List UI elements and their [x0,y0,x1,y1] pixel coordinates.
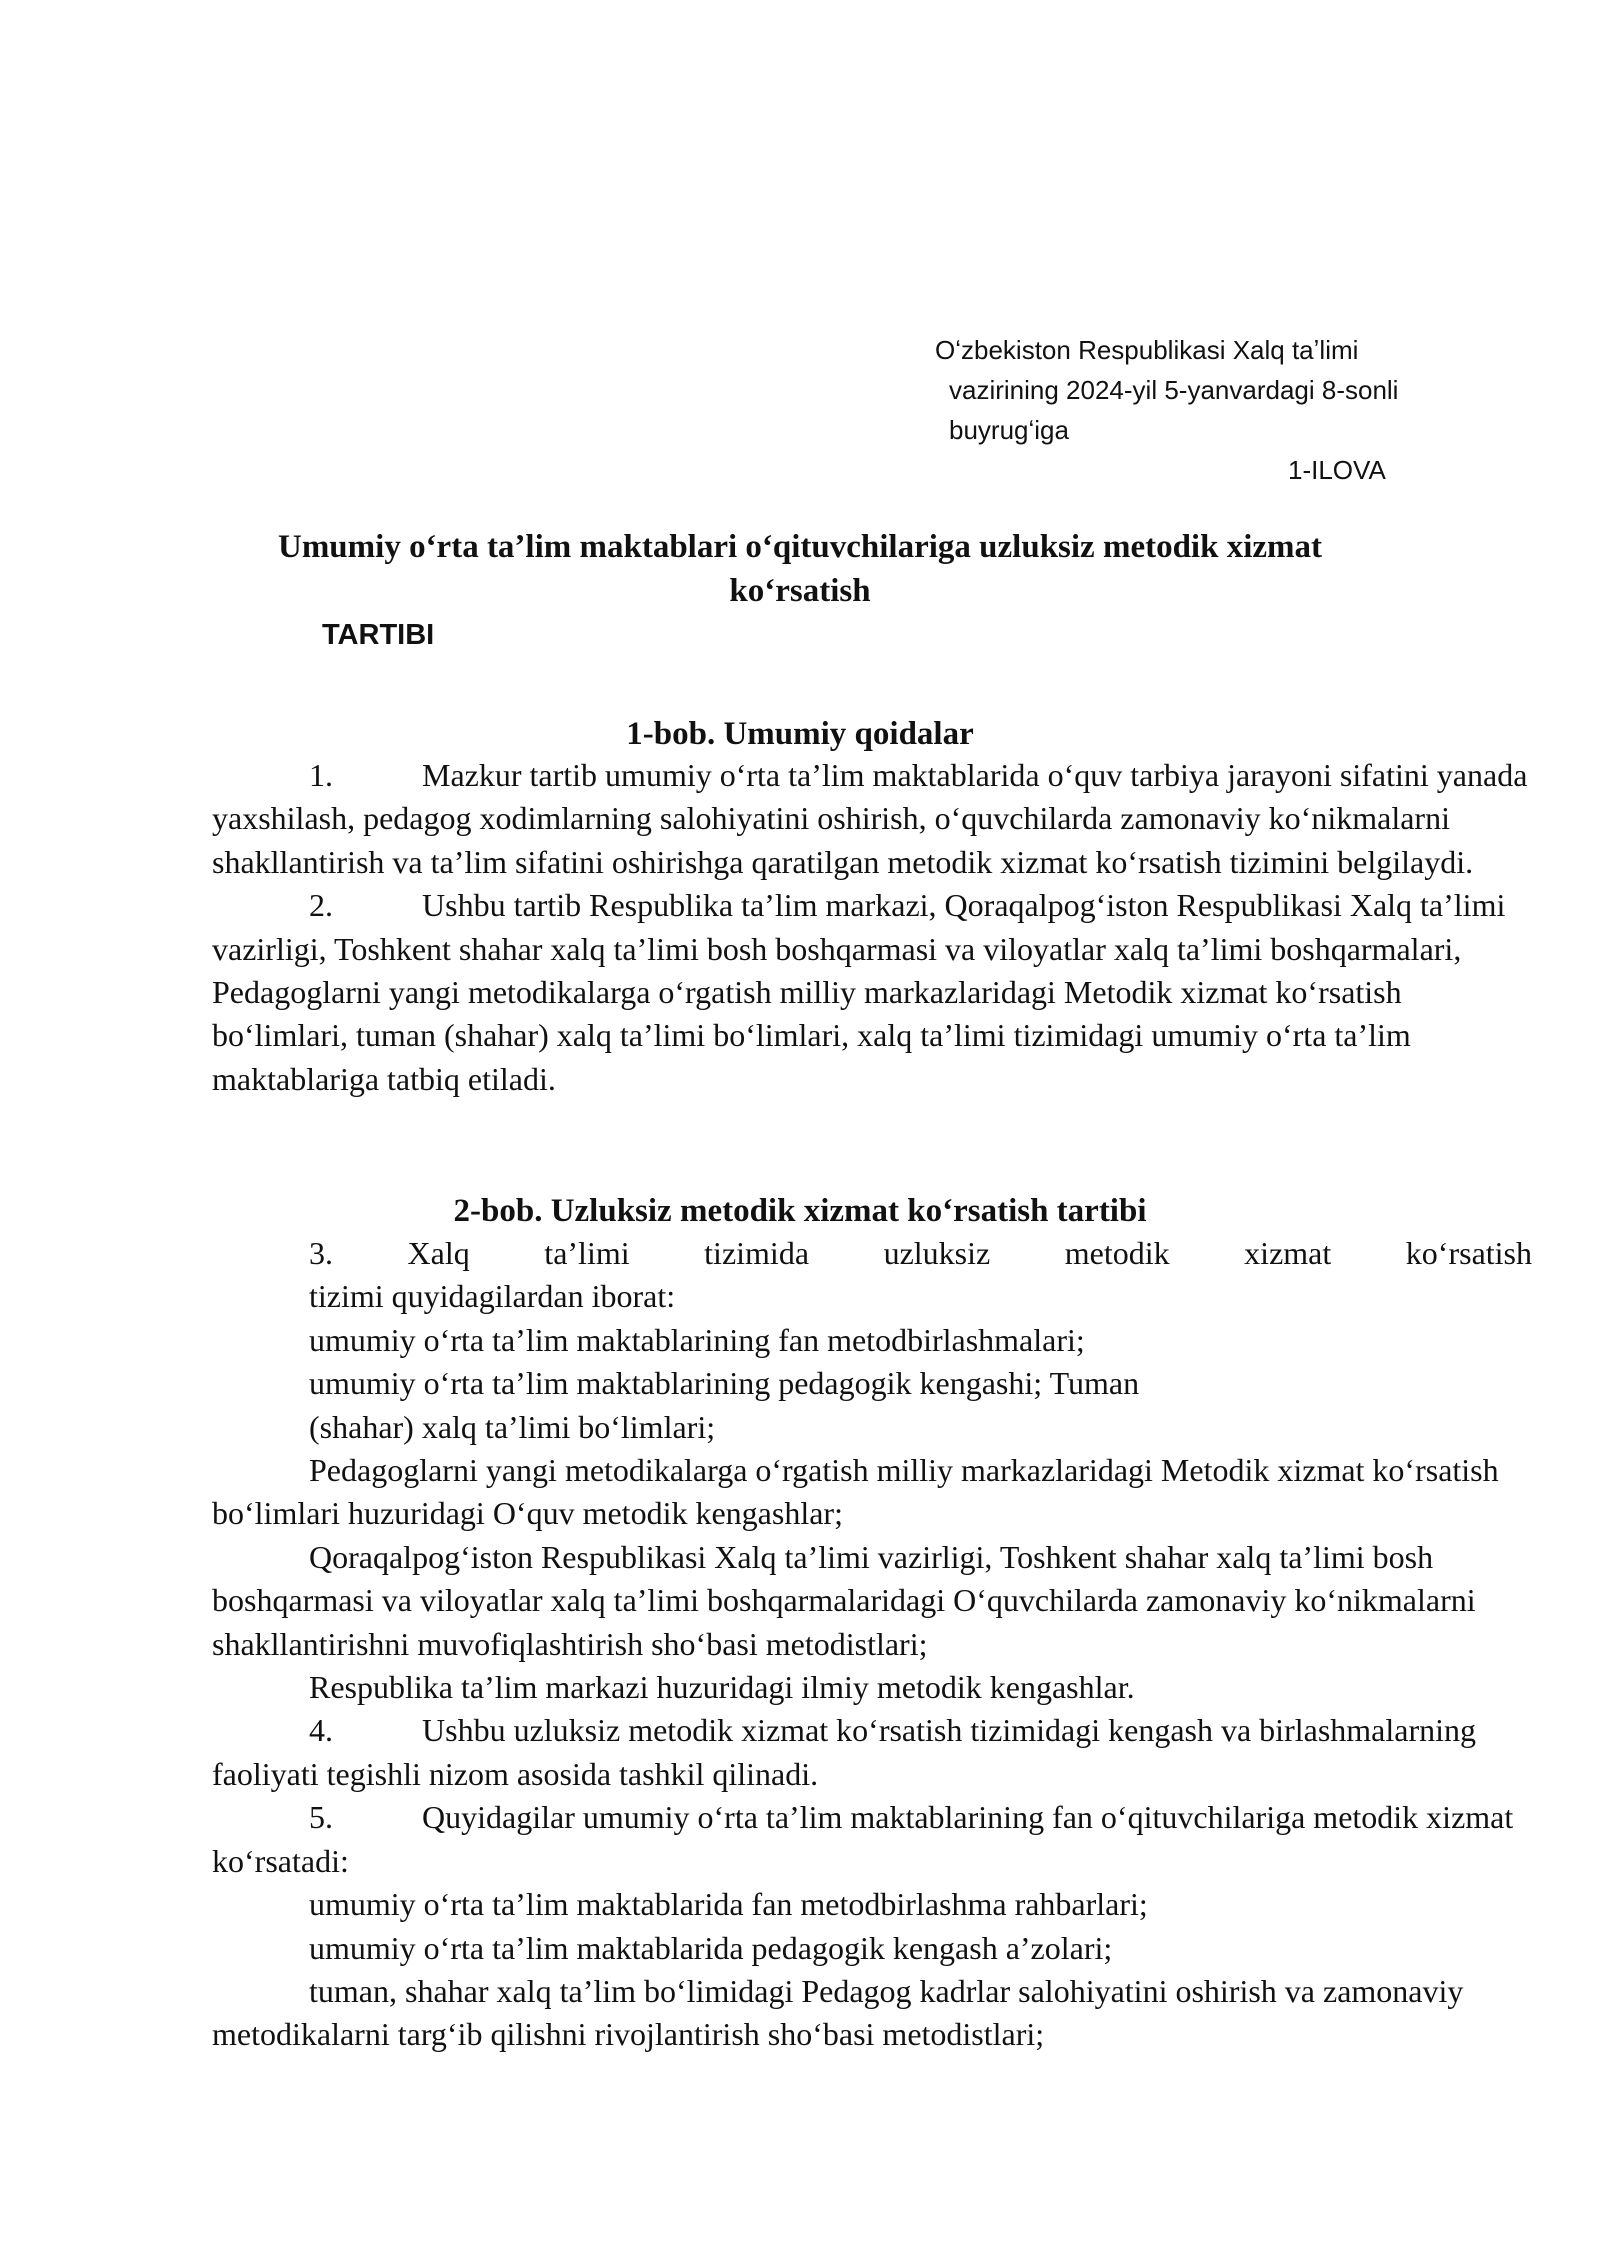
paragraph-1-text: Mazkur tartib umumiy oʻrta taʼlim maktablarida oʻquv tarbiya jarayoni sifatini yanada yaxshilash, pedagog xodimlarning salohiyatini oshirish, oʻquvchilarda zamonaviy koʻnikmalarni shakllantirish va taʼlim sifatini oshirishga qaratilgan metodik xizmat koʻrsatish tizimini belgilaydi. [212,757,1528,880]
paragraph-2-text: Ushbu tartib Respublika taʼlim markazi, Qoraqalpogʻiston Respublikasi Xalq taʼlimi vazirligi, Toshkent shahar xalq taʼlimi bosh boshqarmasi va viloyatlar xalq taʼlimi boshqarmalari, Pedagoglarni yangi metodikalarga oʻrgatish milliy markazlaridagi Metodik xizmat koʻrsatish boʻlimlari, tuman (shahar) xalq taʼlimi boʻlimlari, xalq taʼlimi tizimidagi umumiy oʻrta taʼlim maktablariga tatbiq etiladi. [212,887,1506,1097]
paragraph-3-line-2: tizimi quyidagilardan iborat: [309,1278,676,1315]
document-title-line-2: koʻrsatish [729,573,871,609]
approval-stamp [935,330,1495,490]
document-title-line-1: Umumiy oʻrta taʼlim maktablari oʻqituvchilariga uzluksiz metodik xizmat [277,529,1322,565]
approval-line-3: buyrugʻiga [949,415,1069,445]
paragraph-4 [212,1709,1532,1796]
chapter-1-body [212,754,1532,1101]
chapter-1-heading: 1-bob. Umumiy qoidalar [626,716,974,752]
paragraph-5-text: Quyidagilar umumiy oʻrta taʼlim maktablarining fan oʻqituvchilariga metodik xizmat koʻrsatadi: [212,1799,1514,1879]
paragraph-5-number: 5. [309,1799,333,1836]
paragraph-2-number: 2. [309,887,333,924]
list-item: umumiy oʻrta taʼlim maktablarida pedagogik kengash aʼzolari; [309,1929,1113,1966]
paragraph-2 [212,884,1532,1101]
paragraph-3-line-1: 3. Xalq taʼlimi tizimida uzluksiz metodik xizmat koʻrsatish [309,1235,1532,1271]
paragraph-4-number: 4. [309,1712,333,1749]
document-title [160,525,1440,613]
paragraph-4-text: Ushbu uzluksiz metodik xizmat koʻrsatish tizimidagi kengash va birlashmalarning faoliyati tegishli nizom asosida tashkil qilinadi. [212,1712,1476,1792]
list-item: umumiy oʻrta taʼlim maktablarida fan metodbirlashma rahbarlari; [309,1886,1148,1923]
list-item: Qoraqalpogʻiston Respublikasi Xalq taʼlimi vazirligi, Toshkent shahar xalq taʼlimi bosh boshqarmasi va viloyatlar xalq taʼlimi boshqarmalaridagi Oʻquvchilarda zamonaviy koʻnikmalarni shakllantirishni muvofiqlashtirish shoʻbasi metodistlari; [212,1538,1476,1662]
list-item: tuman, shahar xalq taʼlim boʻlimidagi Pedagog kadrlar salohiyatini oshirish va zamonaviy metodikalarni targʻib qilishni rivojlantirish shoʻbasi metodistlari; [212,1972,1464,2053]
chapter-2-body [212,1232,1532,2057]
document-subtitle: TARTIBI [322,619,435,651]
paragraph-5 [212,1796,1532,1883]
approval-line-2: vazirining 2024-yil 5-yanvardagi 8-sonli [949,375,1399,405]
list-item: umumiy oʻrta taʼlim maktablarining fan metodbirlashmalari; [309,1321,1085,1358]
list-item: Pedagoglarni yangi metodikalarga oʻrgatish milliy markazlaridagi Metodik xizmat koʻrsatish boʻlimlari huzuridagi Oʻquv metodik kengashlar; [212,1452,1499,1532]
list-item: umumiy oʻrta taʼlim maktablarining pedagogik kengashi; Tuman [309,1365,1140,1402]
chapter-2-heading: 2-bob. Uzluksiz metodik xizmat koʻrsatish tartibi [453,1193,1147,1229]
approval-line-1: Oʻzbekiston Respublikasi Xalq taʼlimi [935,335,1359,365]
list-item: Respublika taʼlim markazi huzuridagi ilmiy metodik kengashlar. [309,1669,1135,1706]
appendix-label: 1-ILOVA [1288,455,1386,485]
paragraph-1-number: 1. [309,757,333,793]
paragraph-1 [212,754,1532,884]
list-item: (shahar) xalq taʼlimi boʻlimlari; [309,1408,716,1445]
